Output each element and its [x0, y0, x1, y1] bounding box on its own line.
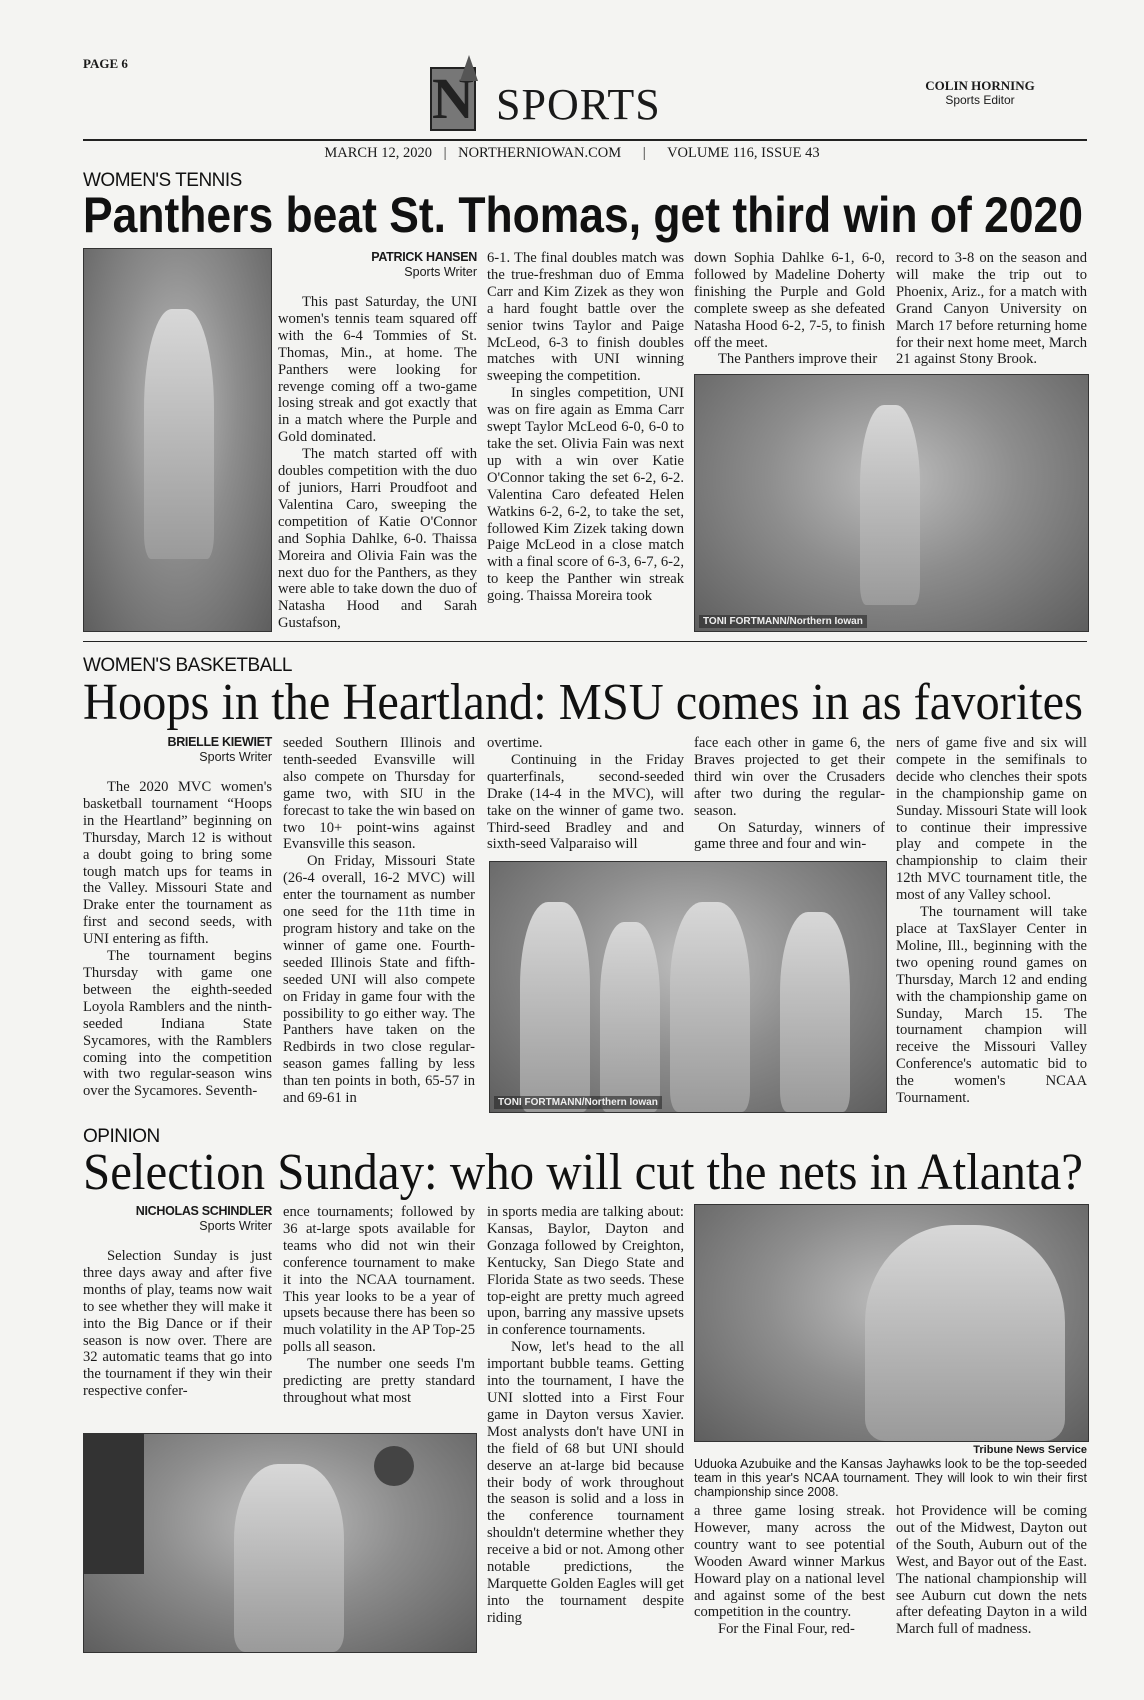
paragraph: Selection Sunday is just three days away and after five months of play, teams now wait to see whether they will make it into the Big Dance or if their season is now over. There are 32 automatic teams that go into the tournament if they win their respective confer-: [83, 1248, 272, 1400]
article-column: [896, 1503, 1087, 1653]
paragraph: The tournament begins Thursday with game one between the eighth-seeded Loyola Ramblers and the ninth-seeded Indiana State Sycamores, with the Ramblers coming into the competition with two regular-season wins over the Sycamores. Seventh-: [83, 948, 272, 1100]
paragraph: seeded Southern Illinois and tenth-seeded Evansville will also compete on Thursday for game two, with SIU in the forecast to take the win based on two 10+ point-wins against Evansville this season.: [283, 735, 475, 853]
headline: [83, 1143, 1087, 1199]
photo-credit: TONI FORTMANN/Northern Iowan: [699, 615, 867, 628]
author-name: NICHOLAS SCHINDLER: [135, 1204, 272, 1218]
masthead-logo: [430, 55, 690, 135]
byline: [83, 1204, 272, 1234]
issue-date: MARCH 12, 2020: [324, 145, 432, 161]
article-column: [487, 735, 684, 855]
section-label: WOMEN'S TENNIS: [83, 170, 242, 191]
section-label: OPINION: [83, 1126, 160, 1147]
paragraph: hot Providence will be coming out of the Midwest, Dayton out of the South, Auburn out of the West, and Bayor out of the East. The national championship will see Auburn cut down the nets after defeating Dayton in a wild March full of madness.: [896, 1503, 1087, 1638]
paragraph: ners of game five and six will compete in the semifinals to decide who clenches their spots in the championship game on Sunday. Missouri State will look to continue their impressive play and compete in the championship to claim their 12th MVC tournament title, the most of any Valley school.: [896, 735, 1087, 904]
byline: [278, 250, 477, 280]
headline: [83, 673, 1087, 729]
paragraph: For the Final Four, red-: [718, 1621, 855, 1638]
article-column: [694, 1503, 885, 1653]
paragraph: down Sophia Dahlke 6-1, 6-0, followed by Madeline Doherty finishing the Purple and Gold complete sweep as she defeated Natasha Hood 6-2, 7-5, to finish off the meet.: [694, 250, 885, 351]
logo-n-icon: N: [430, 67, 476, 131]
masthead-rule: [83, 139, 1087, 141]
article-column: [83, 735, 272, 1120]
author-name: BRIELLE KIEWIET: [167, 735, 272, 749]
article-column: [83, 1204, 272, 1404]
photo-basketball-huddle: [489, 861, 887, 1113]
photo-tennis-player: [694, 374, 1089, 632]
author-role: Sports Writer: [199, 750, 272, 764]
paragraph: The Panthers improve their: [718, 351, 878, 368]
photo-kansas-player: [694, 1204, 1089, 1442]
article-column: [487, 250, 684, 635]
paragraph: On Saturday, winners of game three and four and win-: [694, 819, 885, 853]
article-column: [278, 250, 477, 635]
paragraph: The tournament will take place at TaxSlayer Center in Moline, Ill., beginning with the two opening round games on Thursday, March 12 and ending with the championship game on Sunday, March 15. The tournament champion will receive the Missouri Valley Conference's automatic bid to the women's NCAA Tournament.: [896, 904, 1087, 1107]
paragraph: in sports media are talking about: Kansas, Baylor, Dayton and Gonzaga followed by Creighton, Kentucky, San Diego State and Florida State as two seeds. These top-eight are pretty much agreed upon, barring any massive upsets in conference tournaments.: [487, 1204, 684, 1339]
section-title: SPORTS: [496, 80, 661, 129]
headline: [83, 187, 1087, 243]
paragraph: On Friday, Missouri State (26-4 overall, 16-2 MVC) will enter the tournament as number one seed for the 11th time in program history and take on the winner of game one. Fourth-seeded Illinois State and fifth-seeded UNI will also compete on Friday in game four with the possibility to go either way. The Panthers have taken on the Redbirds in two close regular-season games falling by less than ten points in both, 65-57 in and 69-61 in: [283, 853, 475, 1107]
photo-dayton-player: [83, 1433, 477, 1653]
page-number: PAGE 6: [83, 56, 128, 71]
author-role: Sports Writer: [199, 1219, 272, 1233]
paragraph: The 2020 MVC women's basketball tournament “Hoops in the Heartland” beginning on Thursday, March 12 is without a doubt going to bring some tough match ups for teams in the Valley. Missouri State and Drake enter the tournament as first and second seeds, with UNI entering as fifth.: [83, 779, 272, 948]
article-column: [487, 1204, 684, 1654]
article-column: [896, 250, 1087, 370]
article-column: [694, 250, 885, 370]
section-label: WOMEN'S BASKETBALL: [83, 655, 292, 676]
headline-text: Selection Sunday: who will cut the nets in Atlanta?: [83, 1144, 1083, 1201]
dateline: [0, 145, 1144, 162]
logo-arrow-icon: [460, 55, 478, 81]
paragraph: face each other in game 6, the Braves projected to get their third win over the Crusaders after two during the regular-season.: [694, 735, 885, 819]
photo-caption: Uduoka Azubuike and the Kansas Jayhawks look to be the top-seeded team in this year's NCAA tournament. They will look to win their first championship since 2008.: [694, 1457, 1087, 1499]
paragraph: This past Saturday, the UNI women's tennis team squared off with the 6-4 Tommies of St. Thomas, Min., at home. The Panthers were looking for revenge coming off a two-game losing streak and got exactly that in a match where the Purple and Gold dominated.: [278, 294, 477, 446]
photo-tennis-player: [83, 248, 272, 632]
paragraph: In singles competition, UNI was on fire again as Emma Carr swept Taylor McLeod 6-0, 6-0 to take the set. Olivia Fain was next up with a win over Katie O'Connor taking the set 6-2, 6-2. Valentina Caro defeated Helen Watkins 6-2, 6-2, to take the set, followed Kim Zizek taking down Paige McLeod in a close match with a final score of 6-3, 6-7, 6-2, to keep the Panther win streak going. Thaissa Moreira took: [487, 385, 684, 605]
paragraph: overtime.: [487, 735, 543, 751]
editor-name: COLIN HORNING: [925, 78, 1035, 93]
article-column: [694, 735, 885, 855]
section-divider: [83, 641, 1087, 642]
separator: |: [642, 145, 646, 161]
paragraph: 6-1. The final doubles match was the true-freshman duo of Emma Carr and Kim Zizek as they won a hard fought battle over the senior twins Taylor and Paige McLeod, 6-3 to finish doubles matches with UNI winning sweeping the competition.: [487, 250, 684, 385]
author-name: PATRICK HANSEN: [371, 250, 477, 264]
article-column: [283, 1204, 475, 1419]
paragraph: The match started off with doubles competition with the duo of juniors, Harri Proudfoot and Valentina Caro, sweeping the competition of Katie O'Connor and Sophia Dahlke, 6-0. Thaissa Moreira and Olivia Fain was the next duo for the Panthers, as they were able to take down the duo of Natasha Hood and Sarah Gustafson,: [278, 446, 477, 632]
headline-text: Hoops in the Heartland: MSU comes in as favorites: [83, 674, 1083, 731]
volume-issue: VOLUME 116, ISSUE 43: [667, 145, 820, 161]
paragraph: record to 3-8 on the season and will make the trip out to Phoenix, Ariz., for a match with Grand Canyon University on March 17 before returning home for their next home meet, March 21 against Stony Brook.: [896, 250, 1087, 368]
editor-credit: [900, 78, 1060, 108]
article-column: [896, 735, 1087, 1120]
paragraph: ence tournaments; followed by 36 at-large spots available for teams who did not win their conference tournament to make it into the NCAA tournament. This year looks to be a year of upsets because there has been so much volatility in the AP Top-25 polls all season.: [283, 1204, 475, 1356]
separator: |: [443, 145, 447, 161]
paragraph: a three game losing streak. However, many across the country want to see potential Wooden Award winner Markus Howard play on a national level and against some of the best competition in the country.: [694, 1503, 885, 1621]
paragraph: The number one seeds I'm predicting are pretty standard throughout what most: [283, 1356, 475, 1406]
paragraph: Continuing in the Friday quarterfinals, second-seeded Drake (14-4 in the MVC), will take on the winner of game two. Third-seed Bradley and and sixth-seed Valparaiso will: [487, 751, 684, 853]
basketball-icon: [374, 1446, 414, 1486]
author-role: Sports Writer: [404, 265, 477, 279]
website-link[interactable]: NORTHERNIOWAN.COM: [458, 145, 622, 161]
byline: [83, 735, 272, 765]
photo-credit: Tribune News Service: [973, 1444, 1087, 1456]
photo-credit: TONI FORTMANN/Northern Iowan: [494, 1096, 662, 1109]
headline-text: Panthers beat St. Thomas, get third win of 2020: [83, 187, 1083, 243]
paragraph: Now, let's head to the all important bubble teams. Getting into the tournament, I have the UNI slotted into a First Four game in Dayton versus Xavier. Most analysts don't have UNI in the field of 68 but UNI should deserve an at-large bid because their body of work throughout the season is solid and a loss in the conference tournament shouldn't determine whether they receive a bid or not. Among other notable predictions, the Marquette Golden Eagles will get into the tournament despite riding: [487, 1339, 684, 1626]
editor-role: Sports Editor: [945, 93, 1015, 107]
article-column: [283, 735, 475, 1120]
